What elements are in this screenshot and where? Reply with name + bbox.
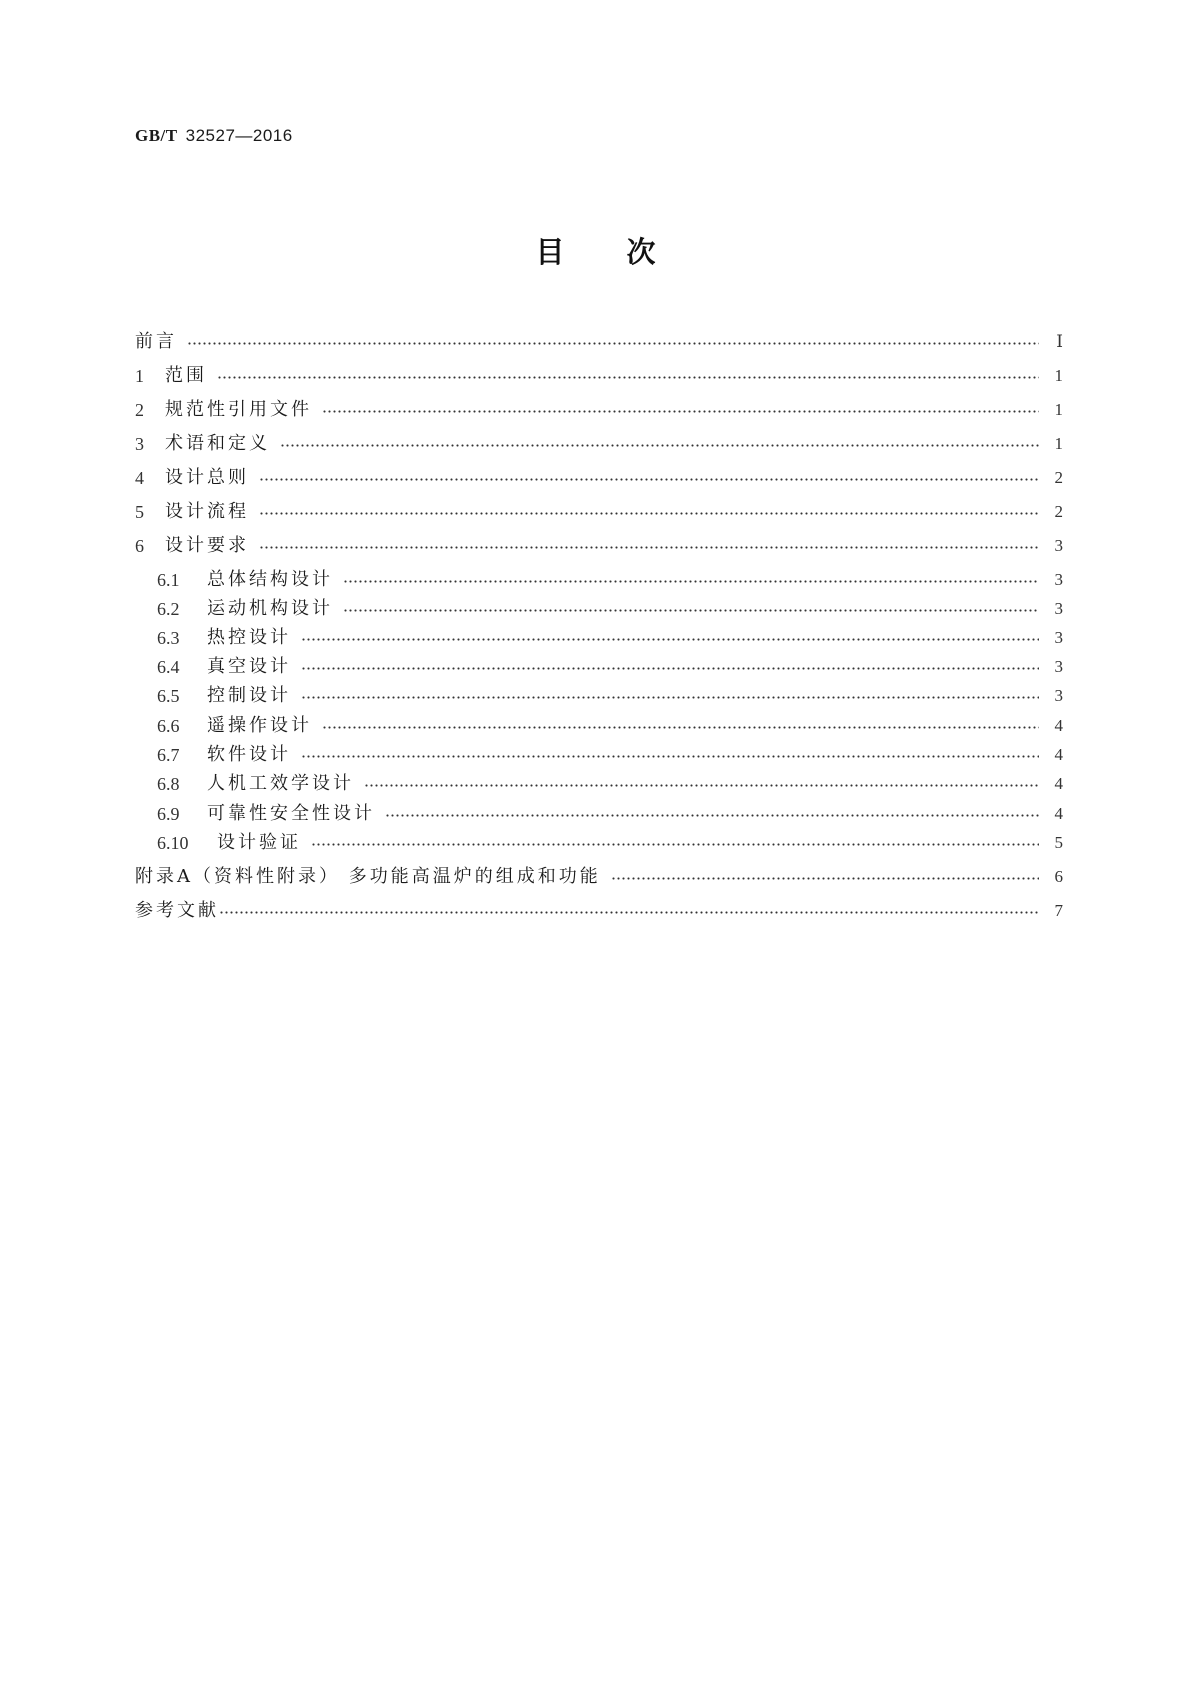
toc-entry-page: 7 [1054,901,1063,920]
dot-leader [322,726,1039,729]
toc-entry-page: 1 [1054,434,1063,453]
toc-entry-number: 5 [135,502,144,522]
toc-entry-number: 6.7 [157,745,180,765]
toc-entry[interactable] [157,565,1063,595]
dot-leader [301,696,1039,699]
toc-entry-label: 规范性引用文件 [165,399,312,420]
toc-entry-label: 遥操作设计 [207,715,312,736]
dot-leader [259,546,1039,549]
toc-entry-page: 6 [1054,867,1063,886]
toc-entry-label: 控制设计 [207,685,291,706]
toc-entry-label: 可靠性安全性设计 [207,803,375,824]
toc-entry[interactable] [157,594,1063,624]
toc-entry-page: 4 [1054,745,1063,764]
dot-leader [301,638,1039,641]
toc-entry[interactable] [135,361,1063,391]
toc-entry-number: 4 [135,468,144,488]
dot-leader [217,376,1039,379]
toc-entry-label: 参考文献 [135,900,219,921]
toc-entry-page: 2 [1054,502,1063,521]
toc-entry-label: 前言 [135,331,177,352]
toc-entry-label: 运动机构设计 [207,598,333,619]
dot-leader [219,911,1039,914]
dot-leader [311,843,1039,846]
toc-entry-page: 4 [1054,804,1063,823]
toc-entry-page: 3 [1054,570,1063,589]
toc-entry-label: 设计验证 [217,832,301,853]
standard-code [135,126,293,146]
toc-entry-number: 2 [135,400,144,420]
toc-entry-number: 6.6 [157,716,180,736]
dot-leader [385,814,1039,817]
toc-entry[interactable] [135,896,1063,926]
toc-entry-number: 6.2 [157,599,180,619]
dot-leader [611,877,1039,880]
toc-entry-page: 4 [1054,774,1063,793]
toc-entry-label: 设计总则 [165,467,249,488]
toc-entry-number: 6.8 [157,774,180,794]
toc-entry[interactable] [157,681,1063,711]
toc-entry-number: 6 [135,536,144,556]
toc-entry-page: 1 [1054,400,1063,419]
toc-entry[interactable] [135,429,1063,459]
toc-entry-label: 热控设计 [207,627,291,648]
toc-entry-number: 6.10 [157,833,189,853]
toc-entry-label: 软件设计 [207,744,291,765]
toc-entry[interactable] [135,395,1063,425]
toc-entry-number: 3 [135,434,144,454]
dot-leader [301,755,1039,758]
toc-entry-page: 3 [1054,657,1063,676]
toc-entry-number: 1 [135,366,144,386]
toc-entry[interactable] [135,497,1063,527]
page-title: 目次 [535,235,718,269]
toc-entry[interactable] [157,769,1063,799]
toc-entry-label: 范围 [165,365,207,386]
toc-entry[interactable] [157,652,1063,682]
dot-leader [259,512,1039,515]
toc-entry-number: 6.3 [157,628,180,648]
toc-entry-page: Ⅰ [1056,332,1063,351]
toc-entry-page: 1 [1054,366,1063,385]
dot-leader [322,410,1039,413]
toc-entry-number: 6.4 [157,657,180,677]
toc-entry-label: 真空设计 [207,656,291,677]
toc-entry-label: 附录A（资料性附录） 多功能高温炉的组成和功能 [135,866,601,887]
toc-entry[interactable] [135,862,1063,892]
toc-entry[interactable] [157,828,1063,858]
dot-leader [301,667,1039,670]
toc-entry-page: 2 [1054,468,1063,487]
toc-entry-page: 4 [1054,716,1063,735]
dot-leader [280,444,1039,447]
toc-entry-page: 3 [1054,599,1063,618]
dot-leader [364,784,1039,787]
dot-leader [259,478,1039,481]
dot-leader [187,342,1039,345]
toc-entry[interactable] [157,711,1063,741]
toc-entry[interactable] [135,531,1063,561]
toc-entry-label: 人机工效学设计 [207,773,354,794]
dot-leader [343,609,1039,612]
toc-entry-label: 术语和定义 [165,433,270,454]
toc-entry-label: 设计流程 [165,501,249,522]
toc-entry[interactable] [157,799,1063,829]
toc-entry-page: 5 [1054,833,1063,852]
dot-leader [343,580,1039,583]
toc-entry-number: 6.5 [157,686,180,706]
toc-entry[interactable] [157,740,1063,770]
toc-entry-page: 3 [1054,628,1063,647]
standard-number: 32527—2016 [185,126,293,145]
toc-entry-number: 6.1 [157,570,180,590]
toc-entry-page: 3 [1054,686,1063,705]
toc-entry-label: 设计要求 [165,535,249,556]
toc-entry-number: 6.9 [157,804,180,824]
toc-entry[interactable] [135,463,1063,493]
toc-entry-label: 总体结构设计 [207,569,333,590]
toc-entry[interactable] [135,327,1063,357]
toc-entry-page: 3 [1054,536,1063,555]
standard-prefix: GB/T [135,126,178,145]
toc-entry[interactable] [157,623,1063,653]
